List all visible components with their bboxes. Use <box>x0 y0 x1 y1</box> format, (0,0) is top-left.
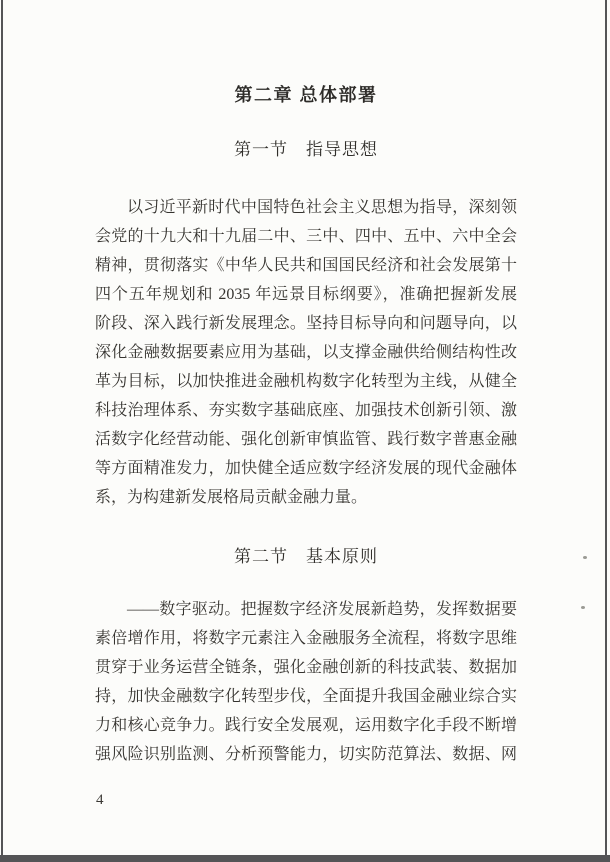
page-right-edge-line <box>605 0 607 861</box>
body-line: 深化金融数据要素应用为基础，以支撑金融供给侧结构性改 <box>95 344 517 361</box>
page-bottom-edge-line <box>0 855 610 862</box>
paragraph-guiding-ideology <box>95 193 517 512</box>
body-line: 四个五年规划和 2035 年远景目标纲要》，准确把握新发展 <box>95 286 517 303</box>
scan-artifact-speck <box>581 606 585 609</box>
body-line: 等方面精准发力，加快健全适应数字经济发展的现代金融体 <box>95 460 517 477</box>
chapter-heading: 第二章 总体部署 <box>234 85 378 105</box>
body-line: 科技治理体系、夯实数字基础底座、加强技术创新引领、激 <box>95 402 517 419</box>
body-line: 贯穿于业务运营全链条，强化金融创新的科技武装、数据加 <box>95 659 517 676</box>
body-line: 系，为构建新发展格局贡献金融力量。 <box>95 489 368 506</box>
page-left-edge-line <box>1 0 3 861</box>
body-line: 持，加快金融数字化转型步伐，全面提升我国金融业综合实 <box>95 688 517 705</box>
page-number: 4 <box>96 792 104 808</box>
body-line: 阶段、深入践行新发展理念。坚持目标导向和问题导向，以 <box>95 315 517 332</box>
body-line: 活数字化经营动能、强化创新审慎监管、践行数字普惠金融 <box>95 431 517 448</box>
body-line: 革为目标，以加快推进金融机构数字化转型为主线，从健全 <box>95 373 517 390</box>
body-line: 力和核心竞争力。践行安全发展观，运用数字化手段不断增 <box>95 717 517 734</box>
body-line: 素倍增作用，将数字元素注入金融服务全流程，将数字思维 <box>95 630 517 647</box>
body-line: 以习近平新时代中国特色社会主义思想为指导，深刻领 <box>127 199 517 216</box>
section-heading-basic-principles: 第二节 基本原则 <box>234 547 378 566</box>
scan-artifact-speck <box>583 556 587 559</box>
section-heading-guiding-ideology: 第一节 指导思想 <box>234 140 378 159</box>
body-line: 强风险识别监测、分析预警能力，切实防范算法、数据、网 <box>95 746 517 763</box>
body-line: ——数字驱动。把握数字经济发展新趋势，发挥数据要 <box>127 601 517 618</box>
body-line: 会党的十九大和十九届二中、三中、四中、五中、六中全会 <box>95 228 517 245</box>
body-line: 精神，贯彻落实《中华人民共和国国民经济和社会发展第十 <box>95 257 517 274</box>
paragraph-basic-principles <box>95 595 517 769</box>
